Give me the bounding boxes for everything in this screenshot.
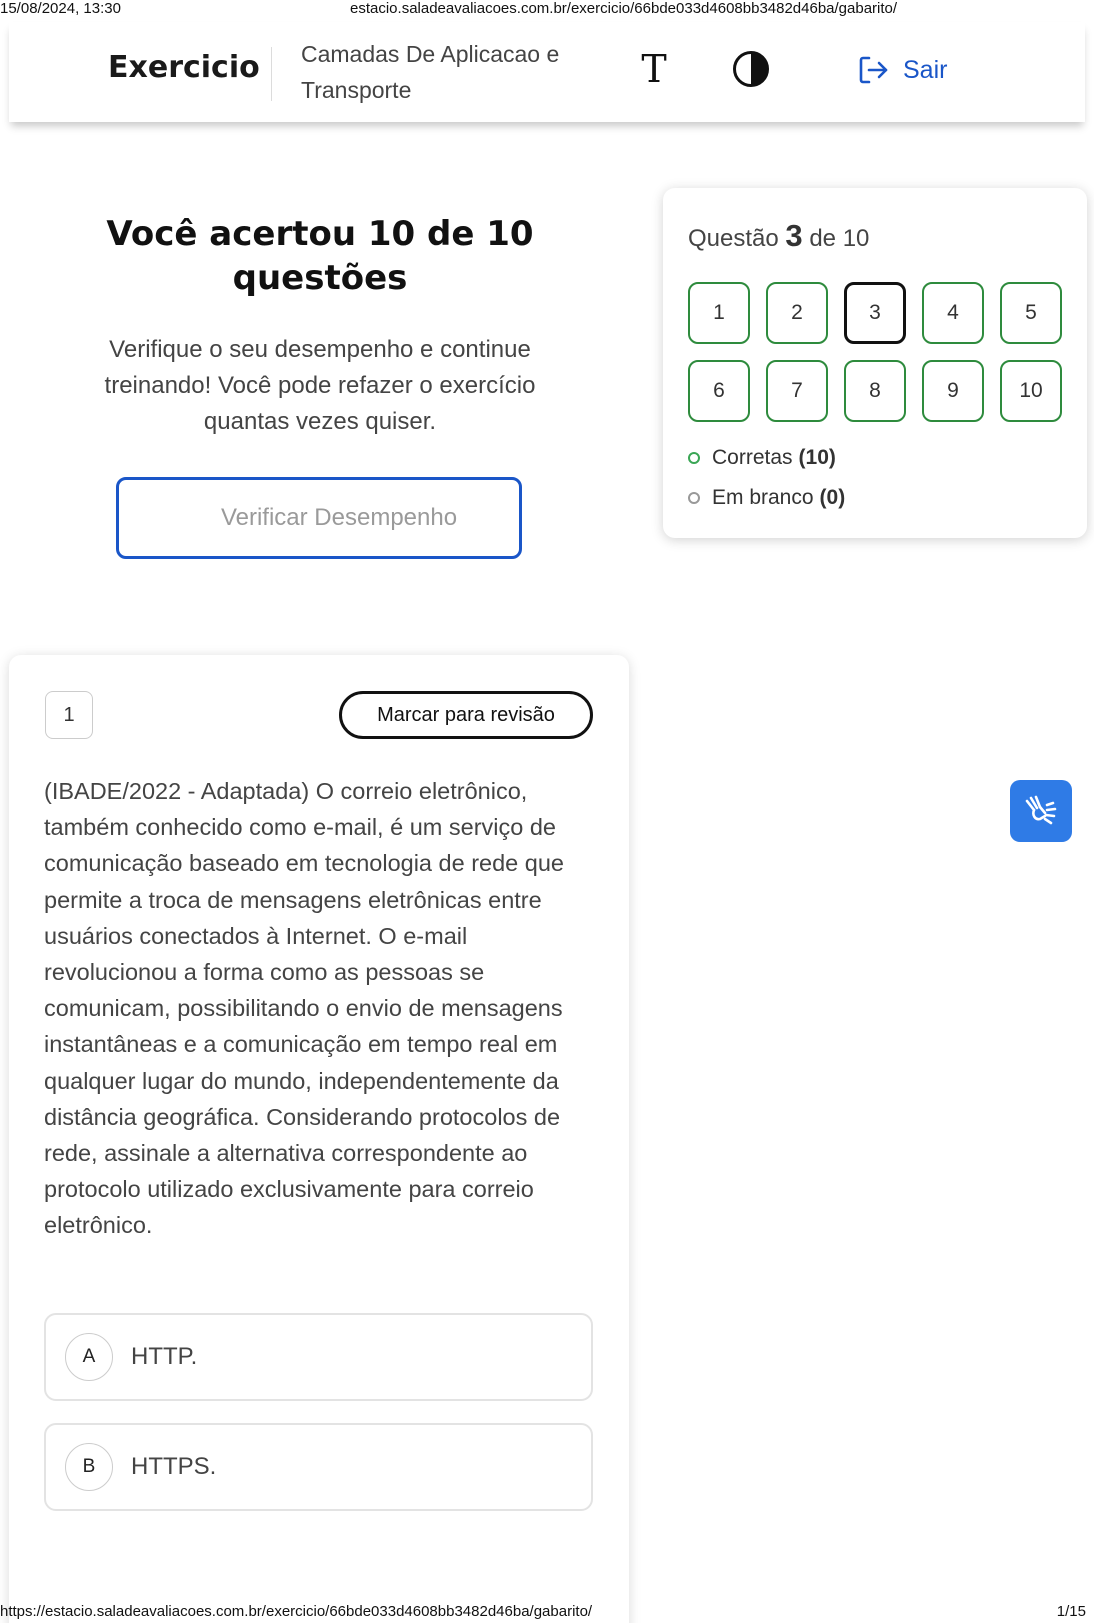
- navigator-title: [688, 218, 869, 254]
- top-navbar: [9, 22, 1085, 122]
- question-text: (IBADE/2022 - Adaptada) O correio eletrônico, também conhecido como e-mail, é um serviço de comunicação baseado em tecnologia de rede que permite a troca de mensagens eletrônicas entre usuários conectados à Internet. O e-mail revolucionou a forma como as pessoas se comunicam, possibilitando o envio de mensagens instantâneas e a comunicação em tempo real em qualquer lugar do mundo, independentemente da distância geográfica. Considerando protocolos de rede, assinale a alternativa correspondente ao protocolo utilizado exclusivamente para correio eletrônico.: [44, 778, 564, 1239]
- blank-dot-icon: [688, 492, 700, 504]
- blank-label: Em branco: [712, 486, 814, 509]
- option-text: HTTP.: [131, 1343, 198, 1370]
- result-title: Você acertou 10 de 10 questões: [106, 214, 534, 298]
- option-text: HTTPS.: [131, 1453, 217, 1480]
- question-button-7[interactable]: 7: [766, 360, 828, 422]
- header-divider: [271, 47, 272, 101]
- question-button-8[interactable]: 8: [844, 360, 906, 422]
- correct-dot-icon: [688, 452, 700, 464]
- logout-button[interactable]: [857, 50, 947, 90]
- answer-option-b[interactable]: [44, 1423, 593, 1511]
- question-card: [9, 655, 629, 1623]
- blank-count: (0): [819, 486, 846, 509]
- option-letter: B: [65, 1443, 113, 1491]
- print-header: [0, 0, 1094, 20]
- contrast-icon[interactable]: [733, 51, 769, 87]
- mark-for-review-button[interactable]: Marcar para revisão: [339, 691, 593, 739]
- question-button-5[interactable]: 5: [1000, 282, 1062, 344]
- verify-performance-button[interactable]: Verificar Desempenho: [116, 477, 522, 559]
- correct-label: Corretas: [712, 446, 793, 469]
- question-button-3[interactable]: 3: [844, 282, 906, 344]
- option-letter: A: [65, 1333, 113, 1381]
- question-grid: [688, 282, 1066, 422]
- print-footer-url: https://estacio.saladeavaliacoes.com.br/exercicio/66bde033d4608bb3482d46ba/gabarito/: [0, 1603, 593, 1620]
- navigator-suffix: de 10: [809, 225, 870, 252]
- correct-count: (10): [798, 446, 836, 469]
- question-button-6[interactable]: 6: [688, 360, 750, 422]
- print-url: estacio.saladeavaliacoes.com.br/exercicio/66bde033d4608bb3482d46ba/gabarito/: [350, 0, 898, 17]
- question-button-9[interactable]: 9: [922, 360, 984, 422]
- subject-title: Camadas De Aplicacao e Transporte: [301, 41, 560, 103]
- navigator-current: 3: [785, 218, 803, 253]
- sign-language-button[interactable]: [1010, 780, 1072, 842]
- result-message: Verifique o seu desempenho e continue treinando! Você pode refazer o exercício quantas vezes quiser.: [104, 336, 536, 435]
- font-size-icon[interactable]: T: [641, 47, 667, 91]
- legend-correct: [688, 446, 836, 470]
- question-button-1[interactable]: 1: [688, 282, 750, 344]
- question-button-4[interactable]: 4: [922, 282, 984, 344]
- navigator-prefix: Questão: [688, 225, 779, 252]
- print-datetime: 15/08/2024, 13:30: [0, 0, 121, 17]
- question-number-badge: 1: [45, 691, 93, 739]
- question-button-10[interactable]: 10: [1000, 360, 1062, 422]
- answer-option-a[interactable]: [44, 1313, 593, 1401]
- brand-title: Exercicio: [108, 50, 260, 85]
- print-page-number: 1/15: [1056, 1603, 1086, 1620]
- legend-blank: [688, 486, 845, 510]
- logout-icon: [857, 54, 889, 86]
- question-button-2[interactable]: 2: [766, 282, 828, 344]
- sign-language-hands-icon: [1021, 791, 1061, 831]
- question-navigator: [663, 188, 1087, 538]
- print-footer: [0, 1601, 1094, 1623]
- logout-label: Sair: [903, 55, 948, 84]
- result-summary: [70, 212, 570, 440]
